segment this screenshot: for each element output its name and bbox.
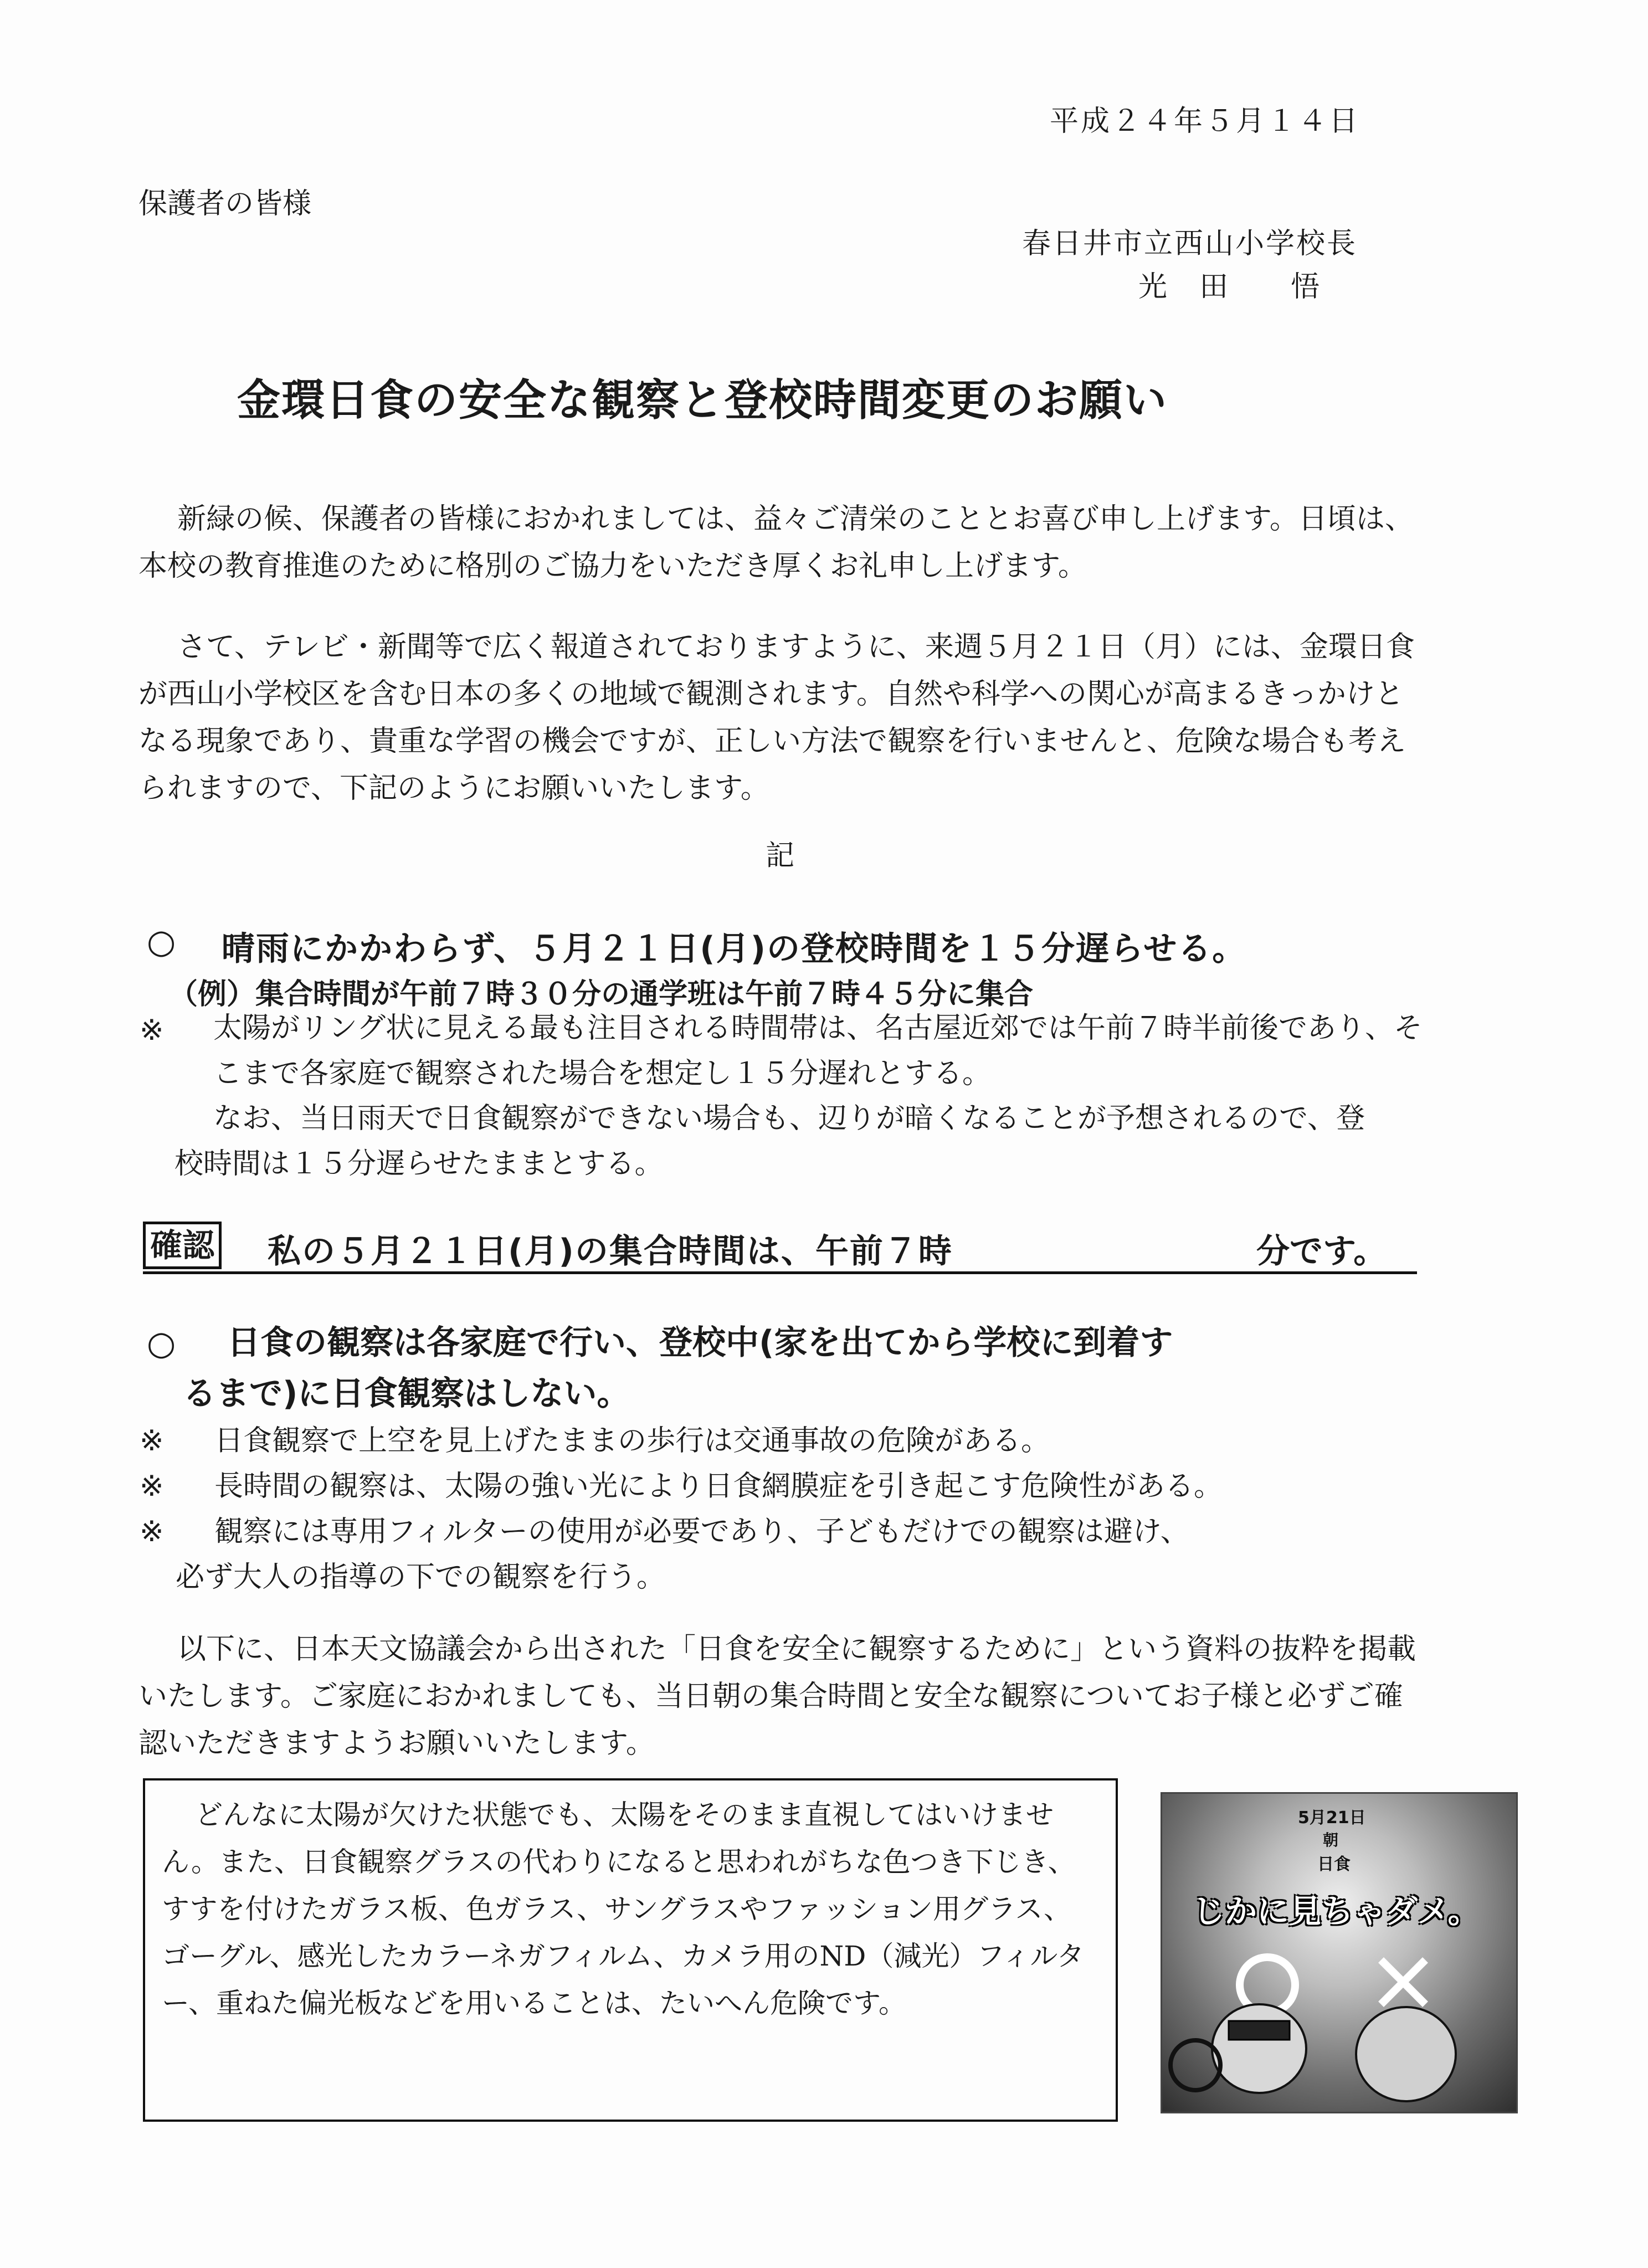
confirm-text: 私の５月２１日(月)の集合時間は、午前７時 — [268, 1232, 953, 1271]
section1-bullet: ○ — [147, 922, 176, 961]
list-item — [140, 1464, 1430, 1509]
principal-name: 光 田 悟 — [1138, 270, 1322, 304]
intro-paragraph-2 — [138, 624, 1429, 812]
section2-heading-line2: るまで)に日食観察はしない。 — [183, 1374, 630, 1413]
eclipse-glasses-icon — [1229, 2021, 1290, 2040]
ring-sun-icon — [1170, 2040, 1220, 2090]
note-mark: ※ — [140, 1515, 164, 1548]
section1-note-2-text: なお、当日雨天で日食観察ができない場合も、辺りが暗くなることが予想されるので、登校時間は１５分遅らせたままとする。 — [174, 1102, 1365, 1181]
confirm-label: 確認 — [143, 1222, 222, 1269]
section1-note-1 — [213, 1005, 1432, 1096]
list-item — [140, 1418, 1430, 1464]
poster-morning: 朝 — [1323, 1831, 1339, 1849]
intro-paragraph-1 — [138, 496, 1429, 590]
closing-paragraph — [138, 1626, 1429, 1767]
closing-text: 以下に、日本天文協議会から出された「日食を安全に観察するために」という資料の抜粋を掲載いたします。ご家庭におかれましても、当日朝の集合時間と安全な観察についてお子様と必ずご確認いただきますようお願いいたします。 — [138, 1633, 1416, 1760]
document-date: 平成２４年５月１４日 — [1050, 105, 1361, 138]
list-item-continued — [140, 1554, 1430, 1600]
child-right-figure — [1356, 2007, 1456, 2101]
section1-note-2 — [174, 1096, 1393, 1187]
list-item — [140, 1509, 1430, 1554]
intro-p2-text: さて、テレビ・新聞等で広く報道されておりますように、来週５月２１日（月）には、金環日食が西山小学校区を含む日本の多くの地域で観測されます。自然や科学への関心が高まるきっかけとなる現象であり、貴重な学習の機会ですが、正しい方法で観察を行いませんと、危険な場合も考えられますので、下記のようにお願いいたします。 — [138, 630, 1415, 805]
confirm-row — [143, 1222, 1417, 1274]
note-continuation: 必ず大人の指導の下での観察を行う。 — [176, 1561, 666, 1594]
section1-heading: 晴雨にかかわらず、５月２１日(月)の登校時間を１５分遅らせる。 — [222, 930, 1247, 968]
confirm-suffix: 分です。 — [1256, 1232, 1387, 1271]
quote-content: どんなに太陽が欠けた状態でも、太陽をそのまま直視してはいけません。また、日食観察グラスの代わりになると思われがちな色つき下じき、すすを付けたガラス板、色ガラス、サングラスやファッション用グラス、ゴーグル、感光したカラーネガフィルム、カメラ用のND（減光）フィルター、重ねた偏光板などを用いることは、たいへん危険です。 — [162, 1799, 1085, 2019]
recipient: 保護者の皆様 — [138, 187, 312, 220]
child-left-figure — [1212, 2004, 1306, 2093]
wrong-cross-icon — [1381, 1960, 1425, 2004]
document-title: 金環日食の安全な観察と登校時間変更のお願い — [237, 376, 1168, 425]
quote-box — [143, 1778, 1118, 2122]
poster-date: 5月21日 — [1298, 1808, 1366, 1828]
section1-note-mark: ※ — [140, 1014, 164, 1047]
note-mark: ※ — [140, 1470, 164, 1503]
ki-marker: 記 — [766, 839, 795, 873]
eclipse-poster-image — [1161, 1792, 1518, 2113]
section1-example: （例）集合時間が午前７時３０分の通学班は午前７時４５分に集合 — [169, 978, 1034, 1011]
section1-note-1-text: 太陽がリング状に見える最も注目される時間帯は、名古屋近郊では午前７時半前後であり、そこまで各家庭で観察された場合を想定し１５分遅れとする。 — [213, 1012, 1423, 1090]
quote-text — [162, 1792, 1098, 2027]
poster-slogan: じかに見ちゃダメ。 — [1193, 1892, 1480, 1930]
section2-notes — [140, 1418, 1430, 1600]
note-mark: ※ — [140, 1424, 164, 1458]
note-text: 長時間の観察は、太陽の強い光により日食網膜症を引き起こす危険性がある。 — [214, 1470, 1223, 1503]
note-text: 日食観察で上空を見上げたままの歩行は交通事故の危険がある。 — [214, 1424, 1050, 1458]
intro-p1-text: 新緑の候、保護者の皆様におかれましては、益々ご清栄のこととお喜び申し上げます。日頃は、本校の教育推進のために格別のご協力をいただき厚くお礼申し上げます。 — [138, 502, 1414, 583]
note-text: 観察には専用フィルターの使用が必要であり、子どもだけでの観察は避け、 — [214, 1515, 1189, 1548]
section2-heading-line1: 日食の観察は各家庭で行い、登校中(家を出てから学校に到着す — [227, 1323, 1173, 1362]
sender: 春日井市立西山小学校長 — [1022, 227, 1358, 260]
section2-bullet: ○ — [147, 1324, 176, 1363]
poster-illustration — [1162, 1794, 1518, 2113]
poster-eclipse: 日食 — [1317, 1855, 1351, 1874]
